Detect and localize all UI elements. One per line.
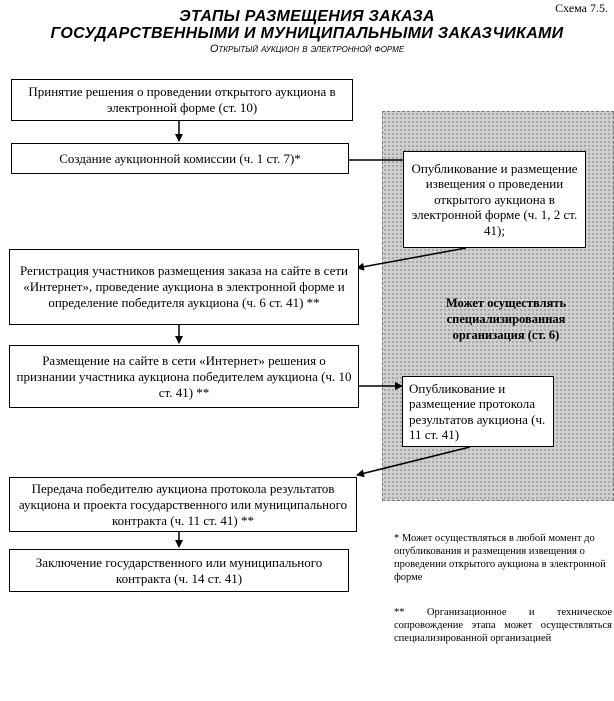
step-registration-auction: Регистрация участников размещения заказа на сайте в сети «Интернет», проведение аукциона в электронной форме и определение победителя аукциона (ч. 6 ст. 41) ** (9, 249, 359, 325)
side-step-protocol: Опубликование и размещение протокола результатов аукциона (ч. 11 ст. 41) (402, 376, 554, 447)
step-commission: Создание аукционной комиссии (ч. 1 ст. 7)* (11, 143, 349, 174)
title-line-1: ЭТАПЫ РАЗМЕЩЕНИЯ ЗАКАЗА (179, 8, 435, 25)
step-decision: Принятие решения о проведении открытого аукциона в электронной форме (ст. 10) (11, 79, 353, 121)
footnote-1: * Может осуществляться в любой момент до опубликования и размещения извещения о проведении открытого аукциона в электронной форме (394, 533, 606, 583)
step-winner-decision: Размещение на сайте в сети «Интернет» решения о признании участника аукциона победителем аукциона (ч. 10 ст. 41) ** (9, 345, 359, 408)
specialized-organization-label: Может осуществлять специализированная организация (ст. 6) (445, 296, 567, 342)
scheme-label: Схема 7.5. (555, 1, 608, 15)
footnote-2: ** Организационное и техническое сопровождение этапа может осуществляться специализированной организацией (394, 607, 612, 644)
arrow-side1-step3 (357, 248, 466, 268)
side-step-notice: Опубликование и размещение извещения о проведении открытого аукциона в электронной форме (ч. 1, 2 ст. 41); (403, 151, 586, 248)
arrow-side2-step5 (357, 447, 470, 475)
step-transfer-protocol: Передача победителю аукциона протокола результатов аукциона и проекта государственного или муниципального контракта (ч. 11 ст. 41) ** (9, 477, 357, 532)
subtitle: Открытый аукцион в электронной форме (209, 43, 405, 55)
step-contract: Заключение государственного или муниципального контракта (ч. 14 ст. 41) (9, 549, 349, 592)
title-line-2: ГОСУДАРСТВЕННЫМИ И МУНИЦИПАЛЬНЫМИ ЗАКАЗЧИКАМИ (50, 25, 564, 42)
